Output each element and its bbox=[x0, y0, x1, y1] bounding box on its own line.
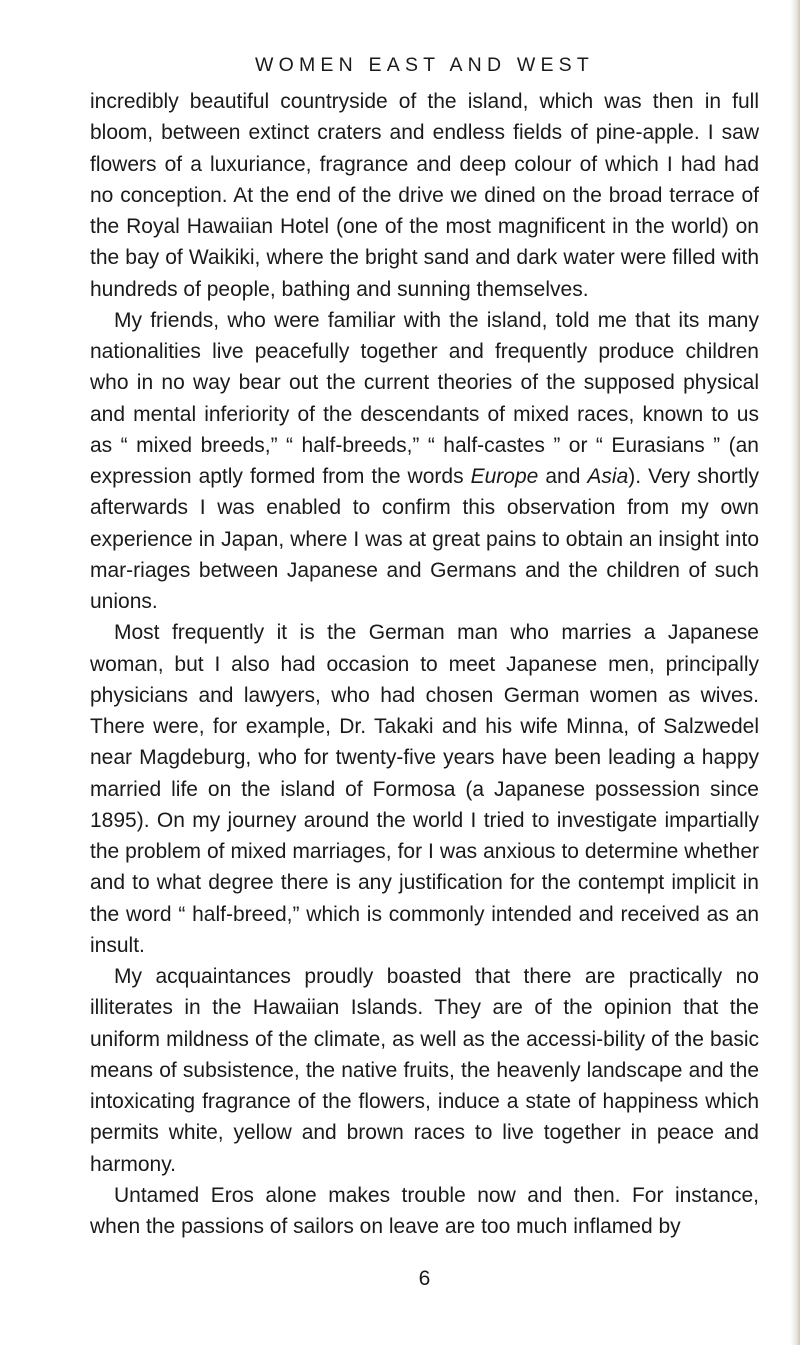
paragraph-1: incredibly beautiful countryside of the island, which was then in full bloom, between extinct craters and endless fields of pine-apple. I saw flowers of a luxuriance, fragrance and deep colour of which I had had no conception. At the end of the drive we dined on the broad terrace of the Royal Hawaiian Hotel (one of the most magnificent in the world) on the bay of Waikiki, where the bright sand and dark water were filled with hundreds of people, bathing and sunning themselves. bbox=[90, 90, 759, 301]
word-europe: Europe bbox=[470, 465, 539, 488]
paragraph-2 bbox=[90, 305, 759, 618]
paragraph-2-and: and bbox=[538, 465, 588, 488]
paragraph-3: Most frequently it is the German man who marries a Japanese woman, but I also had occasion to meet Japanese men, principally physicians and lawyers, who had chosen German women as wives. There were, for example, Dr. Takaki and his wife Minna, of Salzwedel near Magdeburg, who for twenty-five years have been leading a happy married life on the island of Formosa (a Japanese possession since 1895). On my journey around the world I tried to investigate impartially the problem of mixed marriages, for I was anxious to determine whether and to what degree there is any justification for the contempt implicit in the word “ half-breed,” which is commonly intended and received as an insult. bbox=[90, 621, 759, 957]
paragraph-2-part-2: ). Very shortly afterwards I was enabled to confirm this observation from my own experience in Japan, where I was at great pains to obtain an insight into mar-riages between Japanese and Germans and the children of such unions. bbox=[90, 465, 759, 613]
paragraph-4: My acquaintances proudly boasted that there are practically no illiterates in the Hawaiian Islands. They are of the opinion that the uniform mildness of the climate, as well as the accessi-bility of the basic means of subsistence, the native fruits, the heavenly landscape and the intoxicating fragrance of the flowers, induce a state of happiness which permits white, yellow and brown races to live together in peace and harmony. bbox=[90, 965, 759, 1176]
paragraph-5: Untamed Eros alone makes trouble now and then. For instance, when the passions of sailors on leave are too much inflamed by bbox=[90, 1183, 759, 1238]
page-number: 6 bbox=[418, 1267, 431, 1290]
word-asia: Asia bbox=[587, 465, 629, 488]
paragraph-2-part-1: My friends, who were familiar with the island, told me that its many nationalities live peacefully together and frequently produce children who in no way bear out the current theories of the supposed physical and mental inferiority of the descendants of mixed races, known to us as “ mixed breeds,” “ half-breeds,” “ half-castes ” or “ Eurasians ” (an expression aptly formed from the words bbox=[90, 308, 759, 488]
page-edge-shadow bbox=[790, 0, 800, 1345]
body-text bbox=[90, 86, 759, 1242]
running-head: WOMEN EAST AND WEST bbox=[255, 54, 594, 76]
